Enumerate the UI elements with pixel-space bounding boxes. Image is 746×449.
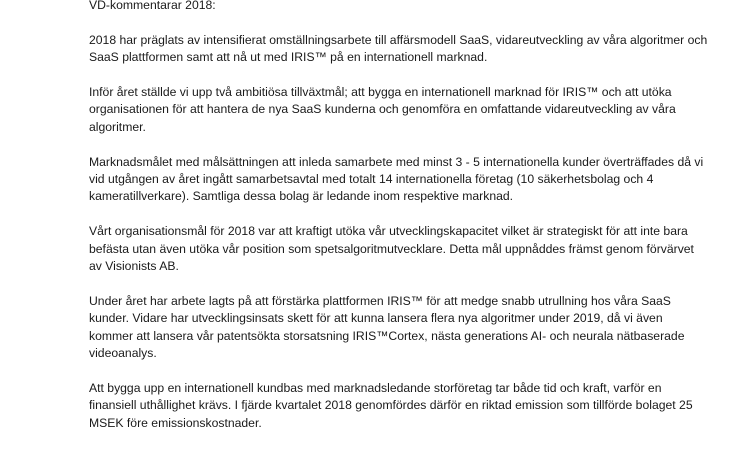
- paragraph-platform-work: Under året har arbete lagts på att förstärka plattformen IRIS™ för att medge snabb utrullning hos våra SaaS kunder. Vidare har utvecklingsinsats skett för att kunna lansera flera nya algoritmer under 2019, då vi även kommer att lansera vår patentsökta storsatsning IRIS™Cortex, nästa generations AI- och neurala nätbaserade videoanalys.: [89, 293, 685, 361]
- paragraph-growth-goals: Inför året ställde vi upp två ambitiösa tillväxtmål; att bygga en internationell marknad för IRIS™ och att utöka organisationen för att hantera de nya SaaS kunderna och genomföra en omfattande vidareutveckling av våra algoritmer.: [89, 85, 676, 134]
- paragraph-market-goal: Marknadsmålet med målsättningen att inleda samarbete med minst 3 - 5 internationella kunder överträffades då vi vid utgången av året ingått samarbetsavtal med totalt 14 internationella företag (10 säkerhetsbolag och 4 kameratillverkare). Samtliga dessa bolag är ledande inom respektive marknad.: [89, 154, 704, 204]
- document-heading: VD-kommentarar 2018:: [89, 0, 216, 12]
- paragraph-financing: Att bygga upp en internationell kundbas med marknadsledande storföretag tar både tid och kraft, varför en finansiell uthållighet krävs. I fjärde kvartalet 2018 genomfördes därför en riktad emission som tillförde bolaget 25 MSEK före emissionskostnader.: [89, 380, 693, 430]
- paragraph-organisation-goal: Vårt organisationsmål för 2018 var att kraftigt utöka vår utvecklingskapacitet vilket är strategiskt för att inte bara befästa utan även utöka vår position som spetsalgoritmutvecklare. Detta mål uppnåddes främst genom förvärvet av Visionists AB.: [89, 224, 694, 274]
- document-page: [89, 0, 709, 449]
- paragraph-saas-transition: 2018 har präglats av intensifierat omställningsarbete till affärsmodell SaaS, vidareutveckling av våra algoritmer och SaaS plattformen samt att nå ut med IRIS™ på en internationell marknad.: [89, 32, 708, 65]
